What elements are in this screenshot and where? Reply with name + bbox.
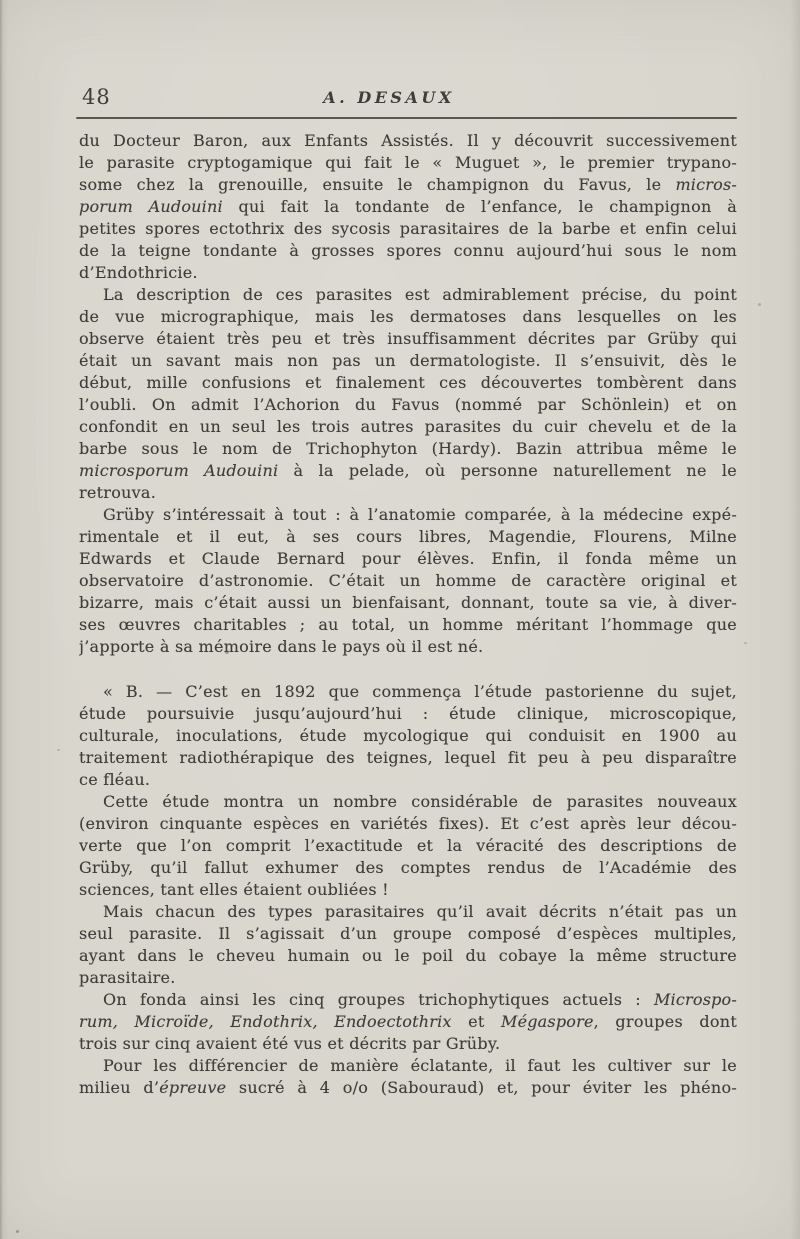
text-line <box>79 284 737 306</box>
text-line <box>79 372 737 394</box>
text-segment: « B. — C’est en 1892 que commença l’étude pastorienne du sujet, <box>103 682 737 701</box>
text-line <box>79 1055 737 1077</box>
text-line <box>79 923 737 945</box>
text-segment: retrouva. <box>79 483 157 502</box>
text-segment: Pour les différencier de manière éclatante, il faut les cultiver sur le <box>103 1056 737 1075</box>
text-line <box>79 989 737 1011</box>
text-segment: et <box>451 1012 501 1031</box>
text-segment: bizarre, mais c’était aussi un bienfaisant, donnant, toute sa vie, à diver- <box>79 593 737 612</box>
text-segment: (environ cinquante espèces en variétés fixes). Et c’est après leur décou- <box>79 814 737 833</box>
text-line <box>79 262 737 284</box>
text-segment: milieu d’ <box>79 1078 160 1097</box>
italic-text-segment: Mégaspore <box>500 1012 594 1031</box>
text-line <box>79 504 737 526</box>
text-segment: verte que l’on comprit l’exactitude et la véracité des descriptions de <box>79 836 737 855</box>
text-line <box>79 174 737 196</box>
text-segment: était un savant mais non pas un dermatologiste. Il s’ensuivit, dès le <box>79 351 737 370</box>
text-line <box>79 747 737 769</box>
text-segment: début, mille confusions et finalement ces découvertes tombèrent dans <box>79 373 737 392</box>
italic-text-segment: micros- <box>675 175 737 194</box>
text-segment: La description de ces parasites est admirablement précise, du point <box>103 285 737 304</box>
text-segment: petites spores ectothrix des sycosis parasitaires de la barbe et enfin celui <box>79 219 737 238</box>
text-line <box>79 240 737 262</box>
paragraph <box>79 901 737 989</box>
running-title: A. DESAUX <box>323 88 455 107</box>
text-line <box>79 592 737 614</box>
text-line <box>79 548 737 570</box>
text-segment: le parasite cryptogamique qui fait le « Muguet », le premier trypano- <box>79 153 737 172</box>
paragraph <box>79 284 737 504</box>
text-segment: seul parasite. Il s’agissait d’un groupe composé d’espèces multiples, <box>79 924 737 943</box>
text-segment: On fonda ainsi les cinq groupes trichophytiques actuels : <box>103 990 654 1009</box>
text-segment: Edwards et Claude Bernard pour élèves. Enfin, il fonda même un <box>79 549 737 568</box>
text-line <box>79 857 737 879</box>
text-line <box>79 526 737 548</box>
header-rule <box>76 117 737 119</box>
text-segment: ce fléau. <box>79 770 151 789</box>
text-line <box>79 967 737 989</box>
text-line <box>79 614 737 636</box>
text-line <box>79 1033 737 1055</box>
text-segment: du Docteur Baron, aux Enfants Assistés. Il y découvrit successivement <box>79 131 737 150</box>
paper-speck <box>16 1230 19 1233</box>
paragraph <box>79 989 737 1055</box>
text-segment: parasitaire. <box>79 968 176 987</box>
text-line <box>79 570 737 592</box>
text-segment: ses œuvres charitables ; au total, un homme méritant l’hommage que <box>79 615 737 634</box>
text-segment: trois sur cinq avaient été vus et décrits par Grüby. <box>79 1034 501 1053</box>
text-segment: d’Endothricie. <box>79 263 198 282</box>
paper-speck <box>758 303 761 306</box>
text-line <box>79 681 737 703</box>
italic-text-segment: épreuve <box>159 1078 227 1097</box>
text-line <box>79 196 737 218</box>
text-segment: rimentale et il eut, à ses cours libres, Magendie, Flourens, Milne <box>79 527 737 546</box>
text-segment: , groupes dont <box>593 1012 737 1031</box>
text-line <box>79 394 737 416</box>
text-line <box>79 1077 737 1099</box>
text-segment: Grüby, qu’il fallut exhumer des comptes rendus de l’Académie des <box>79 858 737 877</box>
italic-text-segment: porum Audouini <box>79 197 223 216</box>
text-line <box>79 945 737 967</box>
paper-speck <box>744 642 747 644</box>
italic-text-segment: rum, Microïde, Endothrix, Endoectothrix <box>79 1012 452 1031</box>
text-line <box>79 350 737 372</box>
text-segment: j’apporte à sa mémoire dans le pays où il est né. <box>79 637 484 656</box>
text-block <box>79 130 737 1099</box>
text-segment: Cette étude montra un nombre considérable de parasites nouveaux <box>103 792 737 811</box>
text-segment: culturale, inoculations, étude mycologique qui conduisit en 1900 au <box>79 726 737 745</box>
italic-text-segment: Microspo- <box>653 990 737 1009</box>
paragraph <box>79 681 737 791</box>
page-number: 48 <box>82 85 111 109</box>
text-line <box>79 879 737 901</box>
text-segment: barbe sous le nom de Trichophyton (Hardy). Bazin attribua même le <box>79 439 737 458</box>
text-segment: Grüby s’intéressait à tout : à l’anatomie comparée, à la médecine expé- <box>103 505 737 524</box>
paragraph <box>79 130 737 284</box>
text-segment: sciences, tant elles étaient oubliées ! <box>79 880 389 899</box>
text-line <box>79 835 737 857</box>
text-segment: de la teigne tondante à grosses spores connu aujourd’hui sous le nom <box>79 241 737 260</box>
text-segment: Mais chacun des types parasitaires qu’il avait décrits n’était pas un <box>103 902 737 921</box>
text-line <box>79 130 737 152</box>
text-segment: à la pelade, où personne naturellement ne le <box>278 461 737 480</box>
text-line <box>79 218 737 240</box>
text-segment: ayant dans le cheveu humain ou le poil du cobaye la même structure <box>79 946 737 965</box>
text-line <box>79 769 737 791</box>
text-line <box>79 152 737 174</box>
text-segment: traitement radiothérapique des teignes, lequel fit peu à peu disparaître <box>79 748 737 767</box>
text-segment: confondit en un seul les trois autres parasites du cuir chevelu et de la <box>79 417 737 436</box>
paragraph <box>79 1055 737 1099</box>
paragraph <box>79 791 737 901</box>
text-line <box>79 901 737 923</box>
text-segment: étude poursuivie jusqu’aujourd’hui : étude clinique, microscopique, <box>79 704 737 723</box>
paper-speck <box>57 749 60 751</box>
paragraph <box>79 504 737 658</box>
text-line <box>79 306 737 328</box>
text-segment: some chez la grenouille, ensuite le champignon du Favus, le <box>79 175 676 194</box>
text-segment: l’oubli. On admit l’Achorion du Favus (nommé par Schönlein) et on <box>79 395 737 414</box>
text-line <box>79 791 737 813</box>
text-line <box>79 813 737 835</box>
text-segment: qui fait la tondante de l’enfance, le champignon à <box>222 197 737 216</box>
text-line <box>79 1011 737 1033</box>
text-line <box>79 703 737 725</box>
italic-text-segment: microsporum Audouini <box>79 461 279 480</box>
text-segment: de vue micrographique, mais les dermatoses dans lesquelles on les <box>79 307 737 326</box>
text-segment: sucré à 4 o/o (Sabouraud) et, pour éviter les phéno- <box>226 1078 737 1097</box>
text-line <box>79 636 737 658</box>
text-line <box>79 460 737 482</box>
text-line <box>79 328 737 350</box>
text-line <box>79 438 737 460</box>
text-segment: observatoire d’astronomie. C’était un homme de caractère original et <box>79 571 737 590</box>
text-segment: observe étaient très peu et très insuffisamment décrites par Grüby qui <box>79 329 737 348</box>
text-line <box>79 725 737 747</box>
text-line <box>79 482 737 504</box>
text-line <box>79 416 737 438</box>
